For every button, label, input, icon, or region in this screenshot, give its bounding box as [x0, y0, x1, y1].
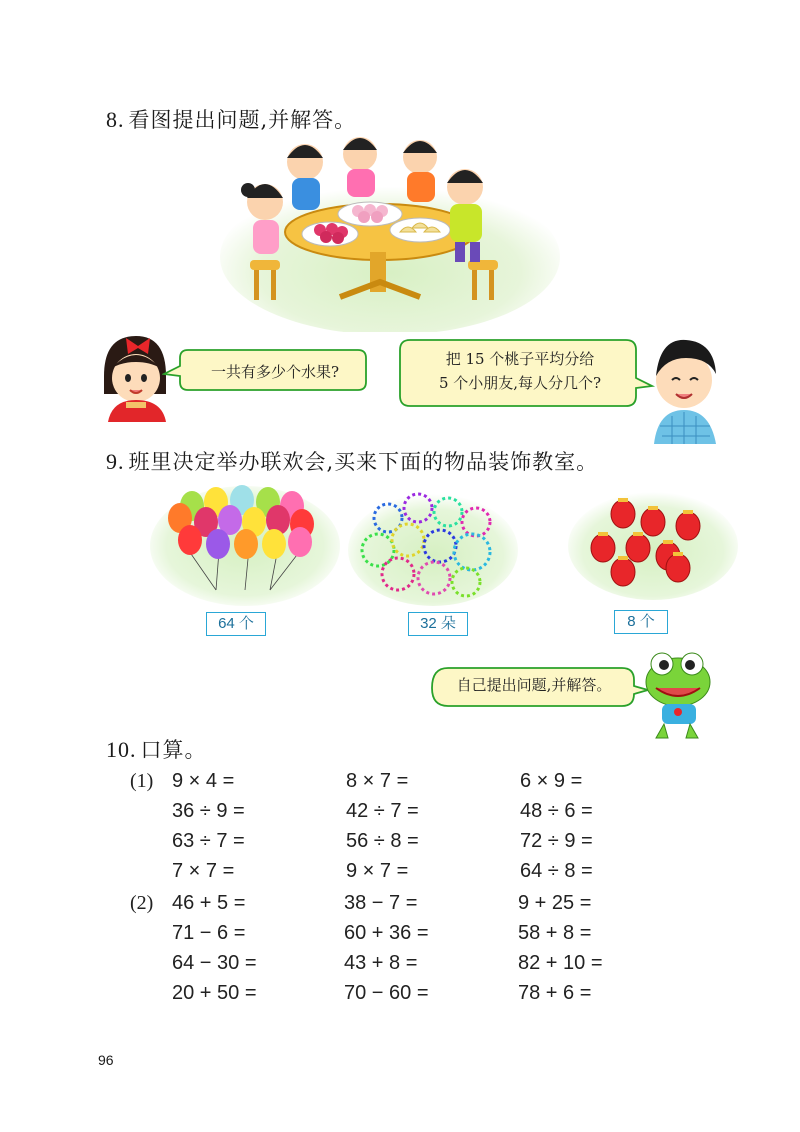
lanterns-illustration: [568, 482, 738, 602]
expression: 20 + 50 =: [172, 982, 257, 1004]
children-at-table-illustration: [220, 132, 560, 332]
boy-speech-line2: 5 个小朋友,每人分几个?: [438, 374, 602, 392]
girl-speech-text: 一共有多少个水果?: [210, 363, 340, 381]
boy-speech-line1: 把 15 个桃子平均分给: [445, 350, 595, 368]
frog-mascot-illustration: [640, 650, 716, 742]
expression: 82 + 10 =: [518, 952, 603, 974]
flowers-count-tag: 32 朵: [408, 612, 468, 636]
balloons-count-tag: 64 个: [206, 612, 266, 636]
q9-number: 9.: [106, 449, 125, 474]
q10-number: 10.: [106, 737, 137, 762]
expression: 7 × 7 =: [172, 860, 235, 882]
expression: 64 ÷ 8 =: [520, 860, 593, 882]
part2-label: (2): [130, 892, 154, 914]
expression: 9 + 25 =: [518, 892, 592, 914]
expression: 60 + 36 =: [344, 922, 429, 944]
expression: 70 − 60 =: [344, 982, 429, 1004]
frog-speech-text: 自己提出问题,并解答。: [456, 676, 612, 694]
q8-heading: [106, 104, 356, 134]
q9-heading: [106, 446, 598, 476]
expression: 56 ÷ 8 =: [346, 830, 419, 852]
girl-avatar: [98, 332, 170, 422]
expression: 72 ÷ 9 =: [520, 830, 593, 852]
expression: 6 × 9 =: [520, 770, 583, 792]
expression: 71 − 6 =: [172, 922, 246, 944]
expression: 78 + 6 =: [518, 982, 592, 1004]
expression: 8 × 7 =: [346, 770, 409, 792]
balloons-illustration: [150, 478, 340, 608]
expression: 9 × 7 =: [346, 860, 409, 882]
expression: 38 − 7 =: [344, 892, 418, 914]
expression: 63 ÷ 7 =: [172, 830, 245, 852]
expression: 48 ÷ 6 =: [520, 800, 593, 822]
expression: 43 + 8 =: [344, 952, 418, 974]
q10-heading: [106, 734, 207, 764]
expression: 9 × 4 =: [172, 770, 235, 792]
lanterns-count-tag: 8 个: [614, 610, 668, 634]
expression: 36 ÷ 9 =: [172, 800, 245, 822]
flowers-illustration: [348, 478, 518, 608]
page-number: 96: [98, 1052, 114, 1068]
q8-number: 8.: [106, 107, 125, 132]
expression: 46 + 5 =: [172, 892, 246, 914]
q9-title: 班里决定举办联欢会,买来下面的物品装饰教室。: [128, 450, 599, 474]
expression: 58 + 8 =: [518, 922, 592, 944]
expression: 64 − 30 =: [172, 952, 257, 974]
part1-label: (1): [130, 770, 154, 792]
expression: 42 ÷ 7 =: [346, 800, 419, 822]
boy-avatar: [650, 336, 720, 444]
q8-title: 看图提出问题,并解答。: [128, 108, 357, 132]
q10-title: 口算。: [140, 738, 207, 762]
